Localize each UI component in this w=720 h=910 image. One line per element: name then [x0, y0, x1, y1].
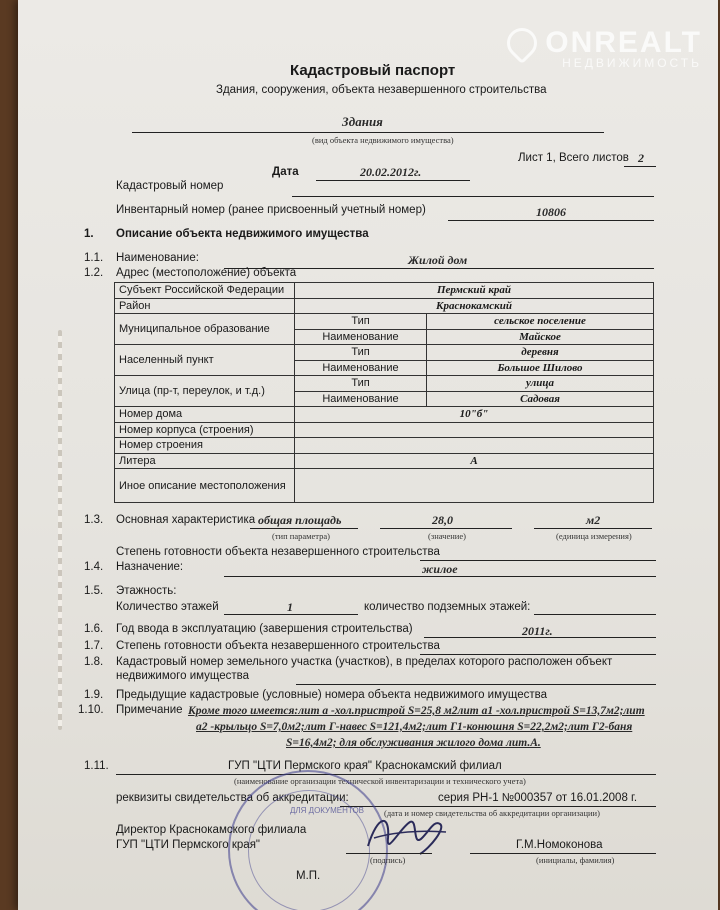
r13-cap-param: (тип параметра)	[272, 531, 330, 541]
r16-line	[424, 637, 656, 638]
litera-value: А	[295, 453, 654, 469]
r111-caption: (наименование организации технической инвентаризации и технического учета)	[234, 776, 526, 786]
subject-value: Пермский край	[295, 283, 654, 299]
structure-label: Номер строения	[115, 438, 295, 454]
table-row	[115, 376, 654, 392]
watermark-tagline: НЕДВИЖИМОСТЬ	[562, 56, 702, 70]
street-type-value: улица	[427, 376, 654, 392]
date-line	[316, 180, 470, 181]
address-num: 1.2.	[84, 267, 104, 279]
locality-type-label: Тип	[295, 345, 427, 361]
district-label: Район	[115, 298, 295, 314]
r110-label: Примечание	[116, 704, 183, 716]
municipal-name-label: Наименование	[295, 329, 427, 345]
accred-value: серия РН-1 №000357 от 16.01.2008 г.	[438, 792, 638, 804]
other-value	[295, 469, 654, 503]
r16-num: 1.6.	[84, 623, 104, 635]
r111-line	[116, 774, 656, 775]
cadastral-label: Кадастровый номер	[116, 180, 224, 192]
r15-label: Этажность:	[116, 585, 177, 597]
table-row	[115, 314, 654, 330]
r111-num: 1.11.	[84, 760, 109, 772]
name-label: Наименование:	[116, 252, 199, 264]
street-label: Улица (пр-т, переулок, и т.д.)	[115, 376, 295, 407]
readiness-line	[420, 560, 656, 561]
address-table	[114, 282, 654, 503]
section1-title: Описание объекта недвижимого имущества	[116, 228, 369, 240]
table-row	[115, 345, 654, 361]
mp-label: М.П.	[296, 870, 321, 882]
r111-value: ГУП "ЦТИ Пермского края" Краснокамский филиал	[228, 760, 502, 772]
section1-num: 1.	[84, 228, 94, 240]
signature-line	[346, 853, 432, 854]
date-value: 20.02.2012г.	[360, 165, 422, 179]
municipal-type-value: сельское поселение	[427, 314, 654, 330]
sheet-total: 2	[638, 151, 644, 165]
watermark-brand: ONREALT	[545, 26, 702, 59]
locality-type-value: деревня	[427, 345, 654, 361]
r110-num: 1.10.	[78, 704, 104, 716]
name-num: 1.1.	[84, 252, 104, 264]
document-title: Кадастровый паспорт	[290, 62, 456, 79]
signer-caption: (инициалы, фамилия)	[536, 855, 615, 865]
table-row	[115, 438, 654, 454]
object-type-value: Здания	[342, 114, 383, 129]
building-label: Номер корпуса (строения)	[115, 422, 295, 438]
r13-value: 28,0	[432, 513, 453, 527]
watermark	[545, 26, 702, 70]
inventory-line	[448, 220, 654, 221]
r13-param: общая площадь	[258, 513, 342, 527]
address-label: Адрес (местоположение) объекта	[116, 267, 297, 279]
underground-label: количество подземных этажей:	[364, 601, 531, 613]
street-name-value: Садовая	[427, 391, 654, 407]
inventory-label: Инвентарный номер (ранее присвоенный учетный номер)	[116, 204, 426, 216]
building-value	[295, 422, 654, 438]
locality-name-label: Наименование	[295, 360, 427, 376]
r110-line2: а2 -крыльцо S=7,0м2;лит Г-навес S=121,4м2;лит Г1-конюшня S=22,2м2;лит Г2-баня	[196, 721, 633, 733]
r14-line	[224, 576, 656, 577]
other-label: Иное описание местоположения	[115, 469, 295, 503]
r13-unit-line	[534, 528, 652, 529]
object-type-line	[132, 132, 604, 133]
r15-num: 1.5.	[84, 585, 104, 597]
director-line-2: ГУП "ЦТИ Пермского края"	[116, 839, 261, 851]
r17-line	[420, 654, 656, 655]
district-value: Краснокамский	[295, 298, 654, 314]
r19-label: Предыдущие кадастровые (условные) номера объекта недвижимого имущества	[116, 689, 547, 701]
signer-line	[470, 853, 656, 854]
r13-label: Основная характеристика	[116, 514, 256, 526]
municipal-name-value: Майское	[427, 329, 654, 345]
date-label: Дата	[272, 166, 299, 178]
r13-param-line	[250, 528, 358, 529]
underground-line	[534, 614, 656, 615]
object-type-caption: (вид объекта недвижимого имущества)	[312, 135, 454, 145]
signature-caption: (подпись)	[370, 855, 406, 865]
house-label: Номер дома	[115, 407, 295, 423]
r14-label: Назначение:	[116, 561, 184, 573]
r18-line	[296, 684, 656, 685]
r18-label-2: недвижимого имущества	[116, 670, 250, 682]
inventory-value: 10806	[536, 205, 566, 219]
r14-num: 1.4.	[84, 561, 104, 573]
r13-unit: м2	[586, 513, 601, 527]
accred-line	[340, 806, 656, 807]
r16-label: Год ввода в эксплуатацию (завершения строительства)	[116, 623, 413, 635]
r13-cap-unit: (единица измерения)	[556, 531, 632, 541]
street-type-label: Тип	[295, 376, 427, 392]
cadastral-line	[292, 196, 654, 197]
litera-label: Литера	[115, 453, 295, 469]
municipal-label: Муниципальное образование	[115, 314, 295, 345]
r18-label-1: Кадастровый номер земельного участка (участков), в пределах которого расположен объект	[116, 656, 613, 668]
municipal-type-label: Тип	[295, 314, 427, 330]
floors-line	[224, 614, 358, 615]
signer-name: Г.М.Номоконова	[516, 839, 603, 851]
table-row	[115, 283, 654, 299]
structure-value	[295, 438, 654, 454]
r13-num: 1.3.	[84, 514, 104, 526]
table-row	[115, 298, 654, 314]
table-row	[115, 469, 654, 503]
sheet-label: Лист 1, Всего листов	[518, 152, 629, 164]
stamp-text: ДЛЯ ДОКУМЕНТОВ	[290, 806, 365, 815]
locality-name-value: Большое Шилово	[427, 360, 654, 376]
locality-label: Населенный пункт	[115, 345, 295, 376]
table-row	[115, 422, 654, 438]
floors-label: Количество этажей	[116, 601, 219, 613]
name-value: Жилой дом	[408, 253, 468, 267]
accred-caption: (дата и номер свидетельства об аккредитации организации)	[384, 808, 600, 818]
table-row	[115, 453, 654, 469]
r110-line1: Кроме того имеется:лит а -хол.пристрой S=25,8 м2лит а1 -хол.пристрой S=13,7м2;лит	[188, 705, 645, 717]
r13-cap-value: (значение)	[428, 531, 466, 541]
street-name-label: Наименование	[295, 391, 427, 407]
r14-value: жилое	[422, 562, 458, 576]
r19-num: 1.9.	[84, 689, 104, 701]
r17-label: Степень готовности объекта незавершенного строительства	[116, 640, 440, 652]
house-value: 10"б"	[295, 407, 654, 423]
r16-value: 2011г.	[522, 624, 553, 638]
binding-thread	[58, 330, 62, 730]
r17-num: 1.7.	[84, 640, 104, 652]
table-row	[115, 407, 654, 423]
subject-label: Субъект Российской Федерации	[115, 283, 295, 299]
accred-label: реквизиты свидетельства об аккредитации:	[116, 792, 349, 804]
r110-line3: S=16,4м2; для обслуживания жилого дома лит.А.	[286, 737, 541, 749]
floors-value: 1	[287, 600, 293, 614]
r18-num: 1.8.	[84, 656, 104, 668]
sheet-total-line	[624, 166, 656, 167]
readiness-label: Степень готовности объекта незавершенного строительства	[116, 546, 440, 558]
document-subtitle: Здания, сооружения, объекта незавершенного строительства	[216, 84, 547, 96]
r13-value-line	[380, 528, 512, 529]
director-line-1: Директор Краснокамского филиала	[116, 824, 307, 836]
